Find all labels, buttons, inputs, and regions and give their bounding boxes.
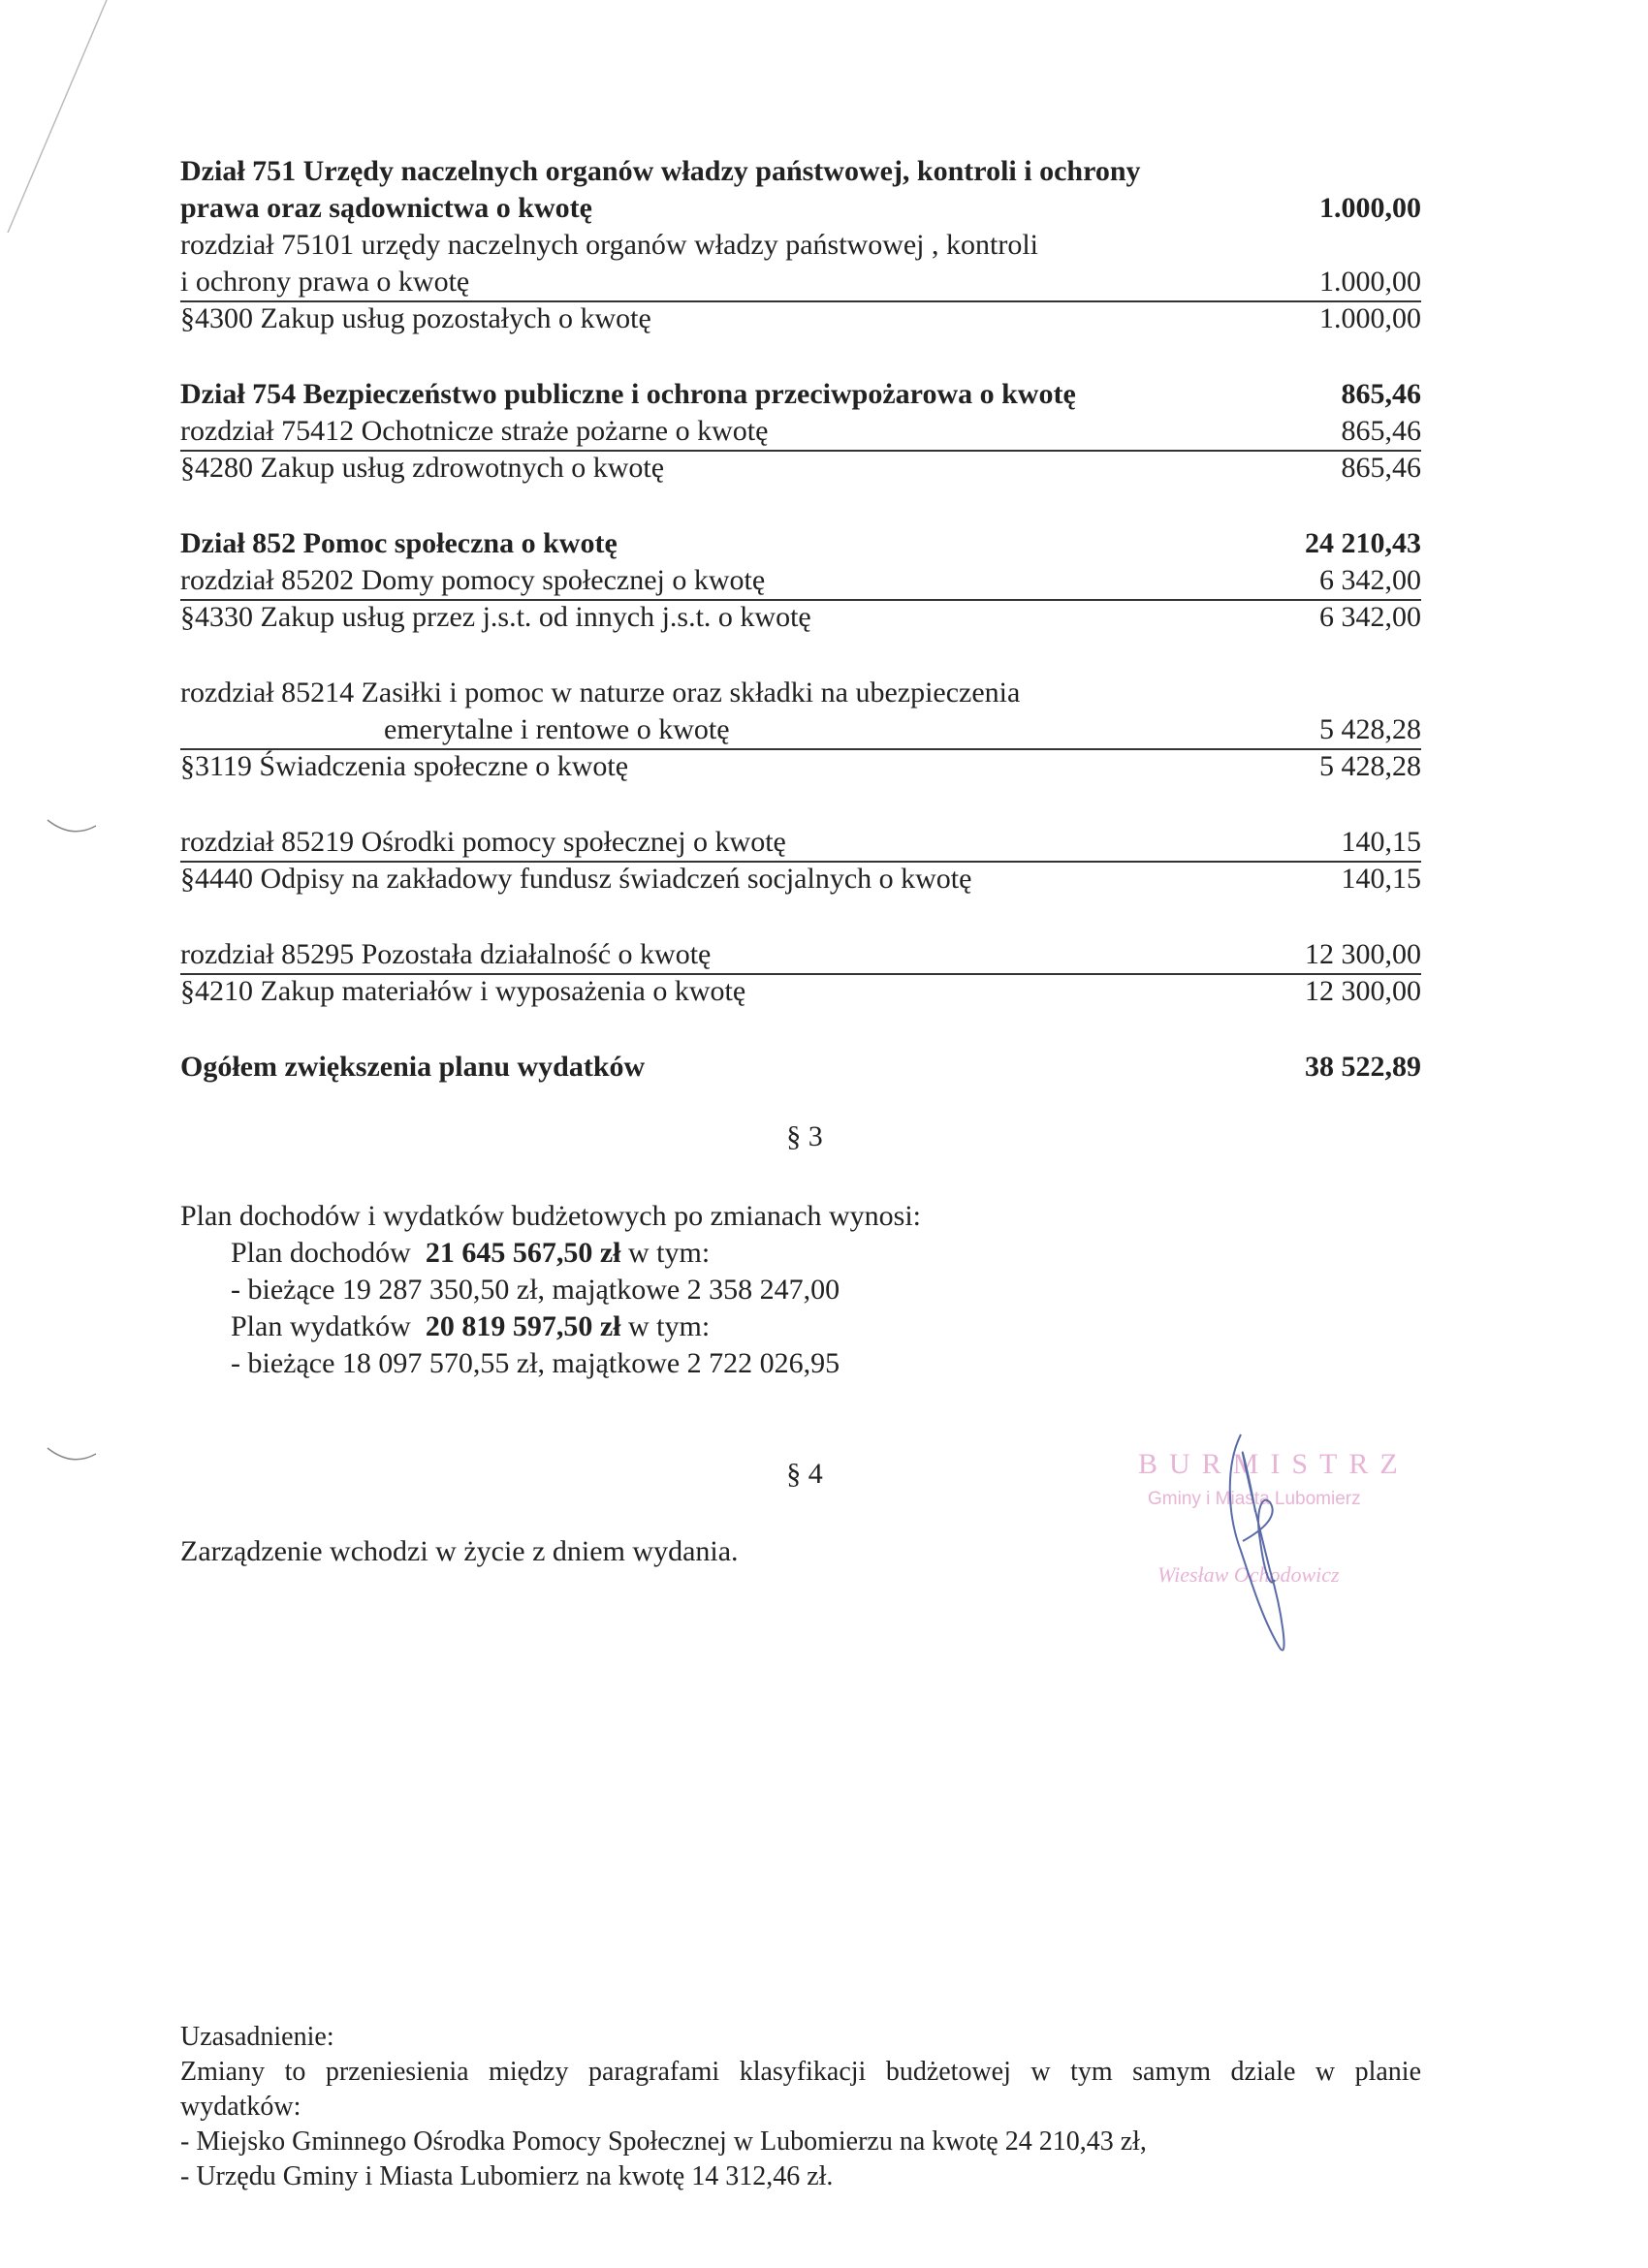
paragraf-3119-amount: 5 428,28	[1319, 750, 1421, 782]
paragraf-4330-amount: 6 342,00	[1319, 601, 1421, 633]
rozdzial-85219-label: rozdział 85219 Ośrodki pomocy społecznej o kwotę	[180, 826, 786, 858]
dzial-754-title: Dział 754 Bezpieczeństwo publiczne i ochrona przeciwpożarowa o kwotę	[180, 378, 1076, 410]
plan-wydatkow-line	[231, 1308, 710, 1345]
plan-wydatkow-label: Plan wydatków	[231, 1310, 411, 1342]
stamp-name: Wiesław Ochodowicz	[1157, 1562, 1340, 1587]
rozdzial-85202-label: rozdział 85202 Domy pomocy społecznej o kwotę	[180, 564, 766, 596]
paragraf-4300-label: §4300 Zakup usług pozostałych o kwotę	[180, 302, 651, 334]
plan-intro: Plan dochodów i wydatków budżetowych po zmianach wynosi:	[180, 1200, 922, 1232]
plan-dochodow-detail: - bieżące 19 287 350,50 zł, majątkowe 2 358 247,00	[231, 1274, 840, 1306]
rozdzial-75412-label: rozdział 75412 Ochotnicze straże pożarne o kwotę	[180, 415, 769, 447]
rozdzial-85202-amount: 6 342,00	[1319, 564, 1421, 596]
mayor-stamp	[1134, 1425, 1444, 1677]
paragraf-4330-label: §4330 Zakup usług przez j.s.t. od innych j.s.t. o kwotę	[180, 601, 811, 633]
paragraf-4440-label: §4440 Odpisy na zakładowy fundusz świadczeń socjalnych o kwotę	[180, 863, 972, 895]
plan-dochodow-line	[231, 1235, 710, 1272]
paragraf-4300-amount: 1.000,00	[1319, 302, 1421, 334]
rozdzial-85295-amount: 12 300,00	[1305, 938, 1421, 970]
total-label: Ogółem zwiększenia planu wydatków	[180, 1051, 646, 1083]
section-4-text: Zarządzenie wchodzi w życie z dniem wydania.	[180, 1535, 739, 1567]
paragraf-4280-label: §4280 Zakup usług zdrowotnych o kwotę	[180, 452, 665, 484]
justification-item1: - Miejsko Gminnego Ośrodka Pomocy Społecznej w Lubomierzu na kwotę 24 210,43 zł,	[180, 2126, 1147, 2157]
rozdzial-75101-row	[180, 264, 1421, 302]
paragraf-4210-amount: 12 300,00	[1305, 975, 1421, 1007]
justification-heading: Uzasadnienie:	[180, 2022, 334, 2052]
stamp-subtitle: Gminy i Miasta Lubomierz	[1148, 1489, 1361, 1509]
rozdzial-75412-row	[180, 413, 1421, 452]
plan-dochodow-value: 21 645 567,50 zł	[425, 1237, 621, 1269]
section-3-heading: § 3	[786, 1120, 823, 1152]
plan-wydatkow-suffix: w tym:	[627, 1310, 711, 1342]
justification-item2: - Urzędu Gminy i Miasta Lubomierz na kwotę 14 312,46 zł.	[180, 2161, 834, 2191]
dzial-852-title: Dział 852 Pomoc społeczna o kwotę	[180, 527, 618, 559]
justification-line1: Zmiany to przeniesienia między paragrafami klasyfikacji budżetowej w tym samym dziale w planie	[180, 2057, 1421, 2087]
plan-wydatkow-detail: - bieżące 18 097 570,55 zł, majątkowe 2 722 026,95	[231, 1347, 840, 1379]
scan-edge-line	[0, 0, 116, 252]
dzial-751-title-cont: prawa oraz sądownictwa o kwotę	[180, 192, 592, 224]
stamp-title: BURMISTRZ	[1138, 1448, 1410, 1480]
justification	[180, 2020, 1421, 2194]
paragraf-4280-amount: 865,46	[1341, 452, 1421, 484]
rozdzial-75101-amount: 1.000,00	[1319, 266, 1421, 298]
dzial-852-amount: 24 210,43	[1305, 527, 1421, 559]
rozdzial-85214-label-cont: emerytalne i rentowe o kwotę	[384, 713, 730, 745]
paragraf-4440-amount: 140,15	[1341, 863, 1421, 895]
dzial-751-amount: 1.000,00	[1319, 192, 1421, 224]
rozdzial-85214-label: rozdział 85214 Zasiłki i pomoc w naturze oraz składki na ubezpieczenia	[180, 677, 1021, 709]
rozdzial-75101-label: rozdział 75101 urzędy naczelnych organów władzy państwowej , kontroli	[180, 229, 1038, 261]
rozdzial-85214-row	[180, 711, 1421, 750]
rozdzial-85219-row	[180, 824, 1421, 863]
plan-dochodow-suffix: w tym:	[627, 1237, 711, 1269]
rozdzial-85295-label: rozdział 85295 Pozostała działalność o kwotę	[180, 938, 712, 970]
rozdzial-85214-amount: 5 428,28	[1319, 713, 1421, 745]
justification-line2: wydatków:	[180, 2092, 301, 2122]
section-4-heading: § 4	[786, 1458, 823, 1490]
rozdzial-75412-amount: 865,46	[1341, 415, 1421, 447]
plan-wydatkow-value: 20 819 597,50 zł	[425, 1310, 621, 1342]
signature-mark	[1134, 1425, 1444, 1677]
paragraf-4210-label: §4210 Zakup materiałów i wyposażenia o kwotę	[180, 975, 746, 1007]
total-amount: 38 522,89	[1305, 1051, 1421, 1083]
plan-dochodow-label: Plan dochodów	[231, 1237, 411, 1269]
paragraf-3119-label: §3119 Świadczenia społeczne o kwotę	[180, 750, 629, 782]
punch-hole-mark-top	[43, 814, 101, 843]
rozdzial-85295-row	[180, 936, 1421, 975]
dzial-754-amount: 865,46	[1341, 378, 1421, 410]
rozdzial-85202-row	[180, 562, 1421, 601]
rozdzial-75101-label-cont: i ochrony prawa o kwotę	[180, 266, 470, 298]
rozdzial-85219-amount: 140,15	[1341, 826, 1421, 858]
dzial-751-title: Dział 751 Urzędy naczelnych organów władzy państwowej, kontroli i ochrony	[180, 155, 1141, 187]
